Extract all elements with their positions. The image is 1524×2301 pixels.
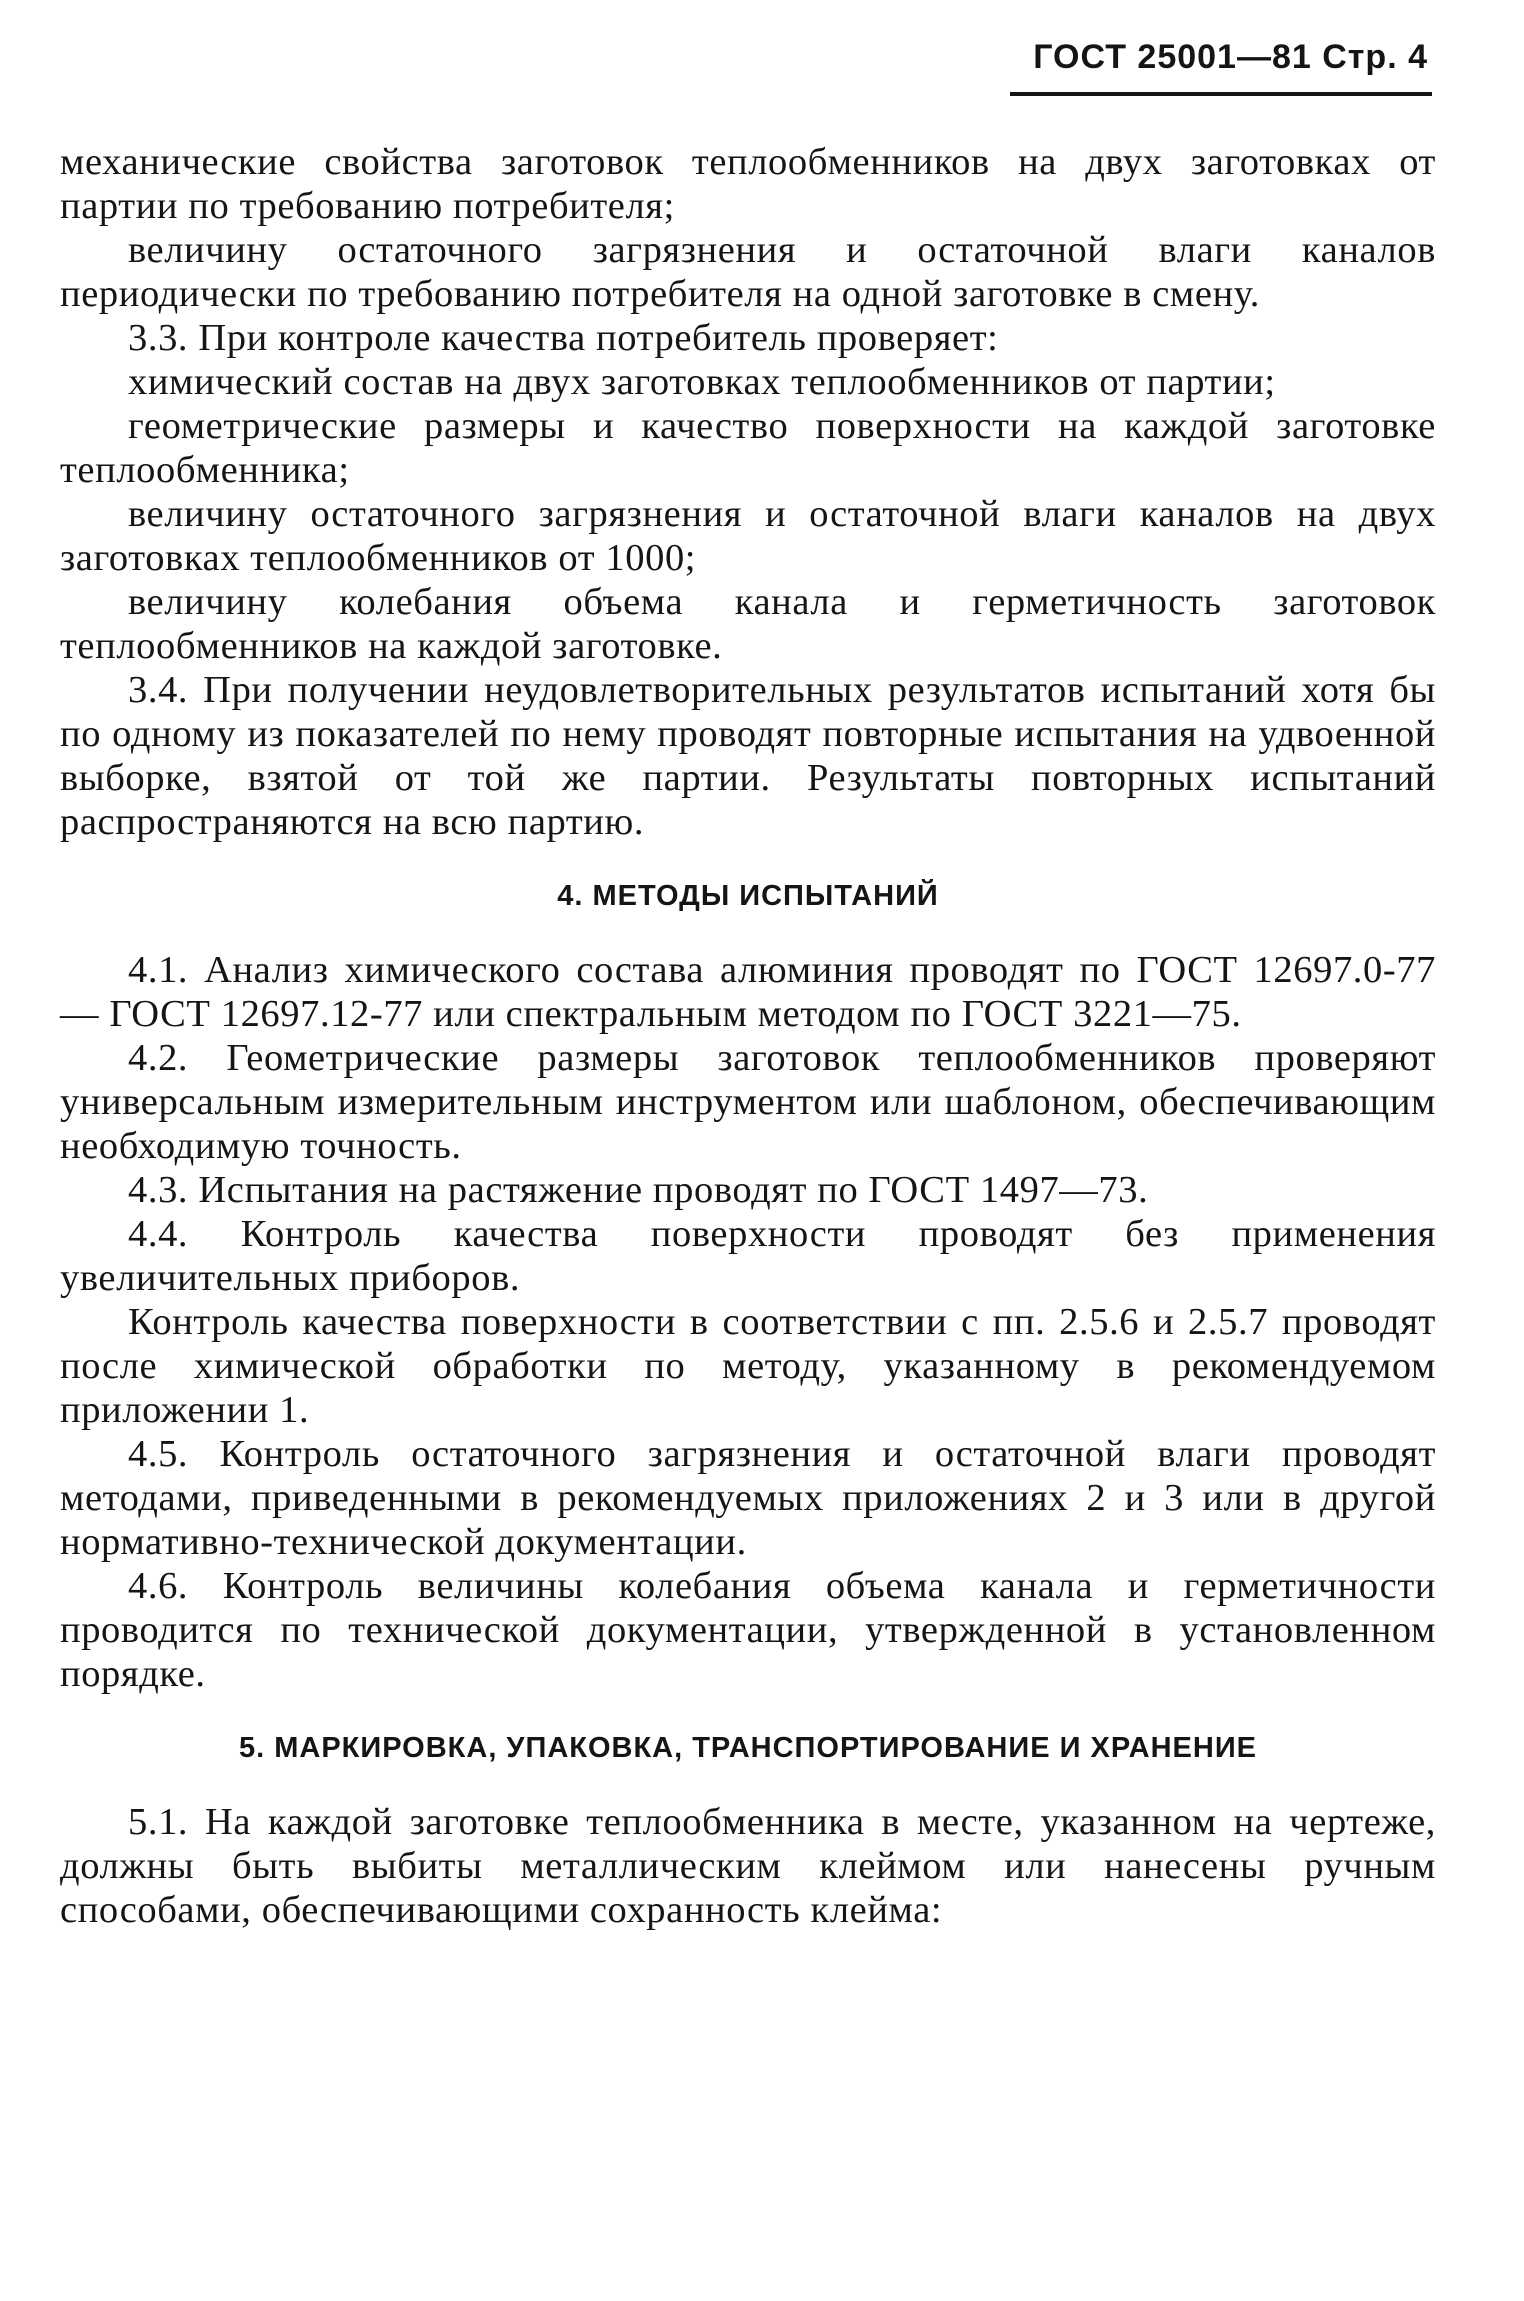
document-body <box>60 140 1436 1932</box>
paragraph-3-4: 3.4. При получении неудовлетворительных результатов испытаний хотя бы по одному из показателей по нему проводят повторные испытания на удвоенной выборке, взятой от той же партии. Результаты повторных испытаний распространяются на всю партию. <box>60 669 1436 843</box>
paragraph-4-5: 4.5. Контроль остаточного загрязнения и остаточной влаги проводят методами, приведенными в рекомендуемых приложениях 2 и 3 или в другой нормативно-технической документации. <box>60 1433 1436 1563</box>
paragraph-5-1: 5.1. На каждой заготовке теплообменника в месте, указанном на чертеже, должны быть выбиты металлическим клеймом или нанесены ручным способами, обеспечивающими сохранность клейма: <box>60 1801 1436 1931</box>
paragraph-4-6: 4.6. Контроль величины колебания объема канала и герметичности проводится по технической документации, утвержденной в установленном порядке. <box>60 1565 1436 1695</box>
page-header: ГОСТ 25001—81 Стр. 4 <box>1033 38 1428 76</box>
paragraph: величину колебания объема канала и герметичность заготовок теплообменников на каждой заготовке. <box>60 581 1436 667</box>
paragraph: геометрические размеры и качество поверхности на каждой заготовке теплообменника; <box>60 405 1436 491</box>
paragraph: величину остаточного загрязнения и остаточной влаги каналов периодически по требованию потребителя на одной заготовке в смену. <box>60 229 1436 315</box>
paragraph: Контроль качества поверхности в соответствии с пп. 2.5.6 и 2.5.7 проводят после химической обработки по методу, указанному в рекомендуемом приложении 1. <box>60 1301 1436 1431</box>
paragraph-4-3: 4.3. Испытания на растяжение проводят по ГОСТ 1497—73. <box>128 1169 1149 1211</box>
paragraph-4-1: 4.1. Анализ химического состава алюминия проводят по ГОСТ 12697.0-77 — ГОСТ 12697.12-77 или спектральным методом по ГОСТ 3221—75. <box>60 949 1436 1035</box>
paragraph-3-3: 3.3. При контроле качества потребитель проверяет: <box>128 317 999 359</box>
paragraph: величину остаточного загрязнения и остаточной влаги каналов на двух заготовках теплообменников от 1000; <box>60 493 1436 579</box>
header-rule <box>1010 92 1432 96</box>
paragraph-4-4: 4.4. Контроль качества поверхности проводят без применения увеличительных приборов. <box>60 1213 1436 1299</box>
paragraph: химический состав на двух заготовках теплообменников от партии; <box>128 361 1276 403</box>
paragraph-4-2: 4.2. Геометрические размеры заготовок теплообменников проверяют универсальным измерительным инструментом или шаблоном, обеспечивающим необходимую точность. <box>60 1037 1436 1167</box>
section-4-title: 4. МЕТОДЫ ИСПЫТАНИЙ <box>557 880 939 912</box>
section-5-title: 5. МАРКИРОВКА, УПАКОВКА, ТРАНСПОРТИРОВАНИЕ И ХРАНЕНИЕ <box>238 1732 1258 1764</box>
paragraph-continuation: механические свойства заготовок теплообменников на двух заготовках от партии по требованию потребителя; <box>60 141 1436 227</box>
